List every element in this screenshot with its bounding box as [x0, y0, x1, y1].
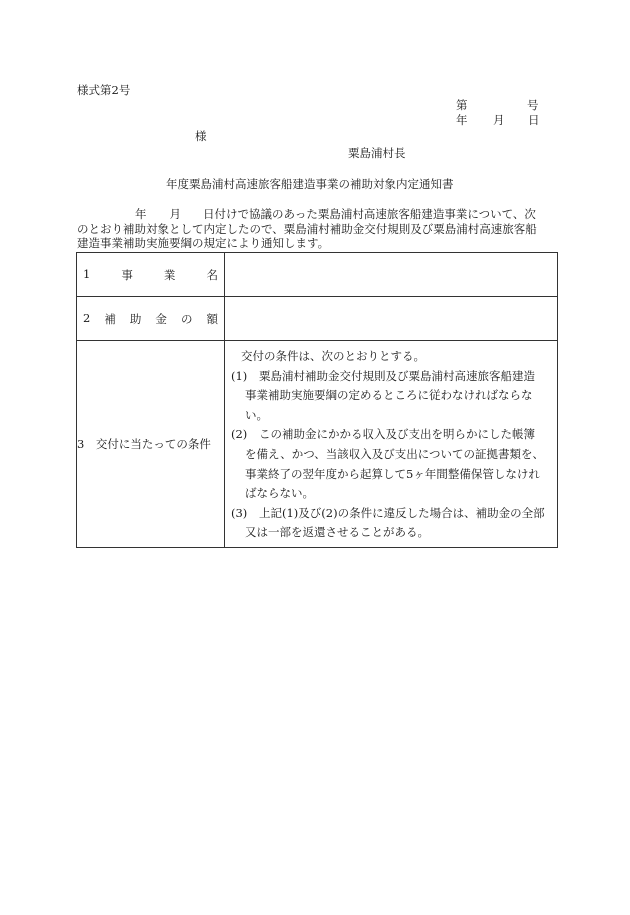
body-paragraph	[77, 207, 552, 251]
condition-item-3: (3) 上記(1)及び(2)の条件に違反した場合は、補助金の全部 又は一部を返還させることがある。	[231, 505, 545, 540]
body-line-2: のとおり補助対象として内定したので、粟島浦村補助金交付規則及び粟島浦村高速旅客船	[77, 221, 537, 236]
body-year-label: 年	[135, 207, 147, 221]
table-row-conditions	[77, 341, 558, 548]
table-row-project-name	[77, 253, 558, 297]
condition-number: (3)	[231, 505, 248, 520]
value-project-name[interactable]	[225, 253, 558, 297]
document-title: 年度粟島浦村高速旅客船建造事業の補助対象内定通知書	[166, 177, 454, 191]
date-month-label: 月	[493, 113, 505, 127]
label-project-name: 1 事 業 名	[77, 253, 225, 297]
issuer-name: 粟島浦村長	[348, 146, 406, 160]
condition-number: (1)	[231, 368, 248, 383]
addressee-suffix: 様	[195, 129, 207, 143]
condition-number: (2)	[231, 427, 248, 442]
label-conditions: 3 交付に当たっての条件	[77, 341, 225, 548]
body-line-1-text: 日付けで協議のあった粟島浦村高速旅客船建造事業について、次	[203, 207, 536, 221]
date-year-label: 年	[456, 113, 468, 127]
date-day-label: 日	[528, 113, 540, 127]
form-number: 様式第2号	[77, 83, 131, 97]
body-line-1	[77, 207, 552, 222]
body-month-label: 月	[169, 207, 181, 221]
body-line-3: 建造事業補助実施要綱の規定により通知します。	[77, 236, 330, 250]
document-number-label: 第	[456, 98, 468, 112]
condition-item-1: (1) 粟島浦村補助金交付規則及び粟島浦村高速旅客船建造 事業補助実施要綱の定めるところに従わなければならな い。	[231, 368, 535, 422]
conditions-cell	[225, 341, 558, 548]
label-subsidy-amount: 2 補 助 金 の 額	[77, 297, 225, 341]
document-number-suffix: 号	[527, 98, 539, 112]
condition-item-2: (2) この補助金にかかる収入及び支出を明らかにした帳簿 を備え、かつ、当該収入及び支出についての証拠書類を、 事業終了の翌年度から起算して5ヶ年間整備保管しなけれ ばならない。	[231, 427, 544, 501]
value-subsidy-amount[interactable]	[225, 297, 558, 341]
conditions-intro: 交付の条件は、次のとおりとする。	[241, 349, 425, 364]
subsidy-table	[76, 252, 558, 548]
table-row-subsidy-amount	[77, 297, 558, 341]
